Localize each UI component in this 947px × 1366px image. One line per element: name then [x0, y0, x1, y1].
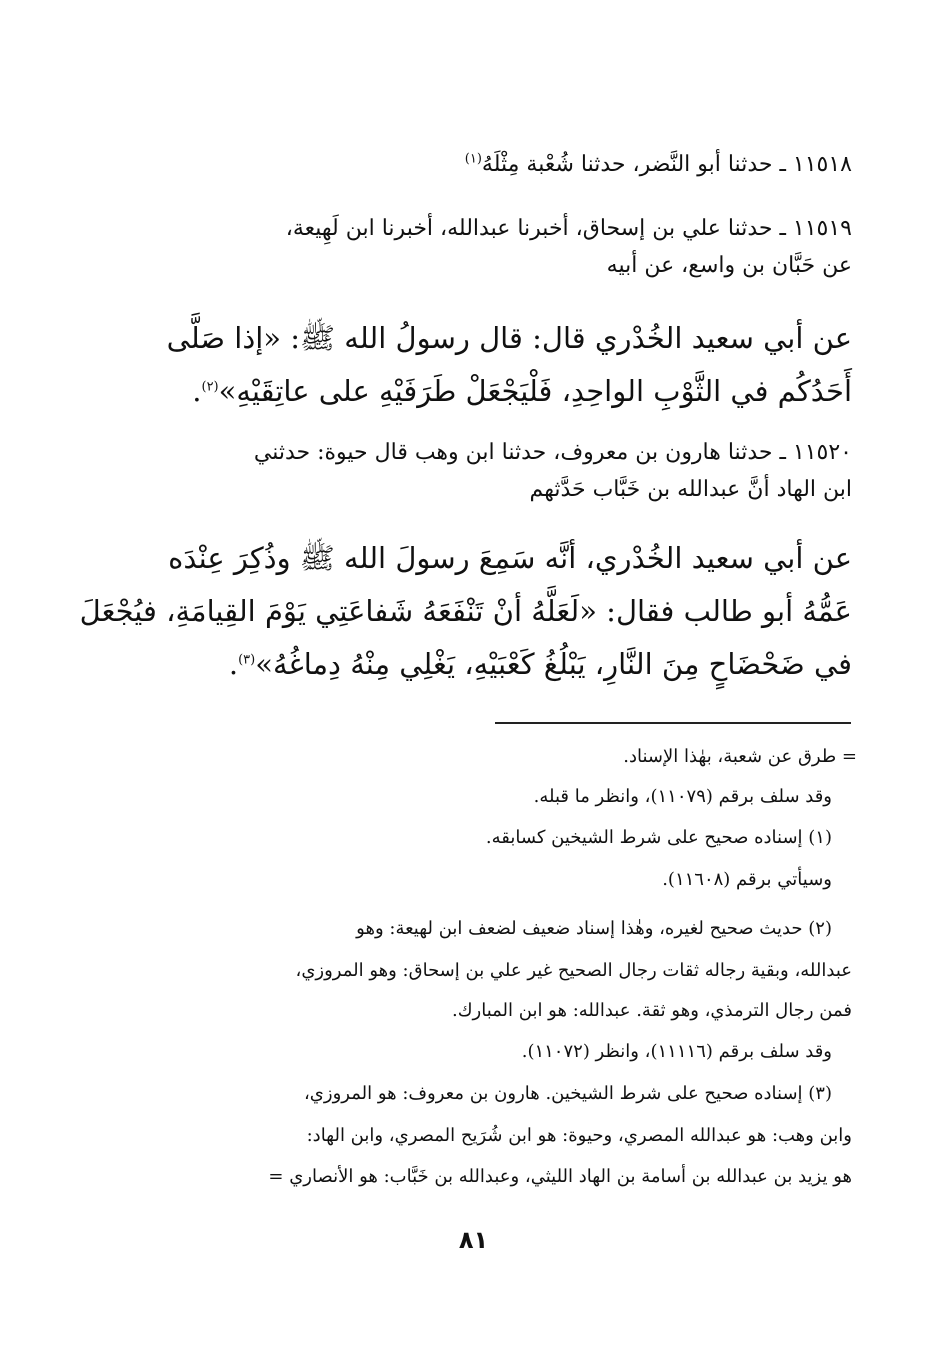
hadith-11519-matn-line-2-wrap: أَحَدُكُم في الثَّوْبِ الواحِدِ، فَلْيَجْعَلْ طَرَفَيْهِ على عاتِقَيْهِ»$^{(٢)}$.: [192, 374, 852, 408]
hadith-11520-sanad-line-2: ابن الهاد أنَّ عبدالله بن خَبَّاب حَدَّثهم: [529, 477, 852, 502]
hadith-11520-matn-line-3: في ضَحْضَاحٍ مِنَ النَّارِ، يَبْلُغُ كَعْبَيْهِ، يَغْلِي مِنْهُ دِماغُهُ»: [255, 647, 852, 681]
hadith-11518-text: ١١٥١٨ ـ حدثنا أبو النَّضر، حدثنا شُعْبة مِثْلَهُ: [481, 152, 852, 177]
footnote-3-line-2: وابن وهب: هو عبدالله المصري، وحيوة: هو ابن شُرَيح المصري، وابن الهاد:: [306, 1125, 852, 1146]
footnote-3-line-1: (٣) إسناده صحيح على شرط الشيخين. هارون بن معروف: هو المروزي،: [303, 1083, 832, 1104]
hadith-11520-sanad: [140, 434, 852, 508]
footnote-continuation-line-1: = طرق عن شعبة، بهٰذا الإسناد.: [623, 746, 857, 767]
hadith-11518-line: [140, 146, 852, 183]
footnote-ref-1: (١): [464, 151, 482, 167]
hadith-11519-sanad-line-1: ١١٥١٩ ـ حدثنا علي بن إسحاق، أخبرنا عبدالله، أخبرنا ابن لَهِيعة،: [285, 216, 852, 241]
hadith-11519-matn: [140, 312, 852, 418]
hadith-11520-matn-line-1: عن أبي سعيد الخُدْري، أنَّه سَمِعَ رسولَ الله ﷺ وذُكِرَ عِنْدَه: [168, 541, 852, 575]
hadith-11520-sanad-line-1: ١١٥٢٠ ـ حدثنا هارون بن معروف، حدثنا ابن وهب قال حيوة: حدثني: [253, 440, 852, 465]
footnote-2-line-1: (٢) حديث صحيح لغيره، وهٰذا إسناد ضعيف لضعف ابن لهيعة: وهو: [356, 918, 832, 939]
hadith-11519-matn-line-1: عن أبي سعيد الخُدْري قال: قال رسولُ الله ﷺ: «إذا صَلَّى: [166, 321, 852, 355]
hadith-11519-sanad: [140, 210, 852, 284]
footnote-2-line-3: فمن رجال الترمذي، وهو ثقة. عبدالله: هو ابن المبارك.: [451, 1000, 852, 1021]
footnote-continuation-line-2: وقد سلف برقم (١١٠٧٩)، وانظر ما قبله.: [533, 786, 832, 807]
footnote-3-line-3: هو يزيد بن عبدالله بن أسامة بن الهاد الليثي، وعبدالله بن خَبَّاب: هو الأنصاري =: [268, 1166, 852, 1187]
footnote-1-line-2: وسيأتي برقم (١١٦٠٨).: [662, 869, 832, 890]
footnote-2-line-4: وقد سلف برقم (١١١١٦)، وانظر (١١٠٧٢).: [521, 1041, 832, 1062]
footnote-divider: [495, 722, 851, 724]
page-number: ٨١: [458, 1226, 489, 1254]
hadith-11520-matn-line-3-wrap: في ضَحْضَاحٍ مِنَ النَّارِ، يَبْلُغُ كَعْبَيْهِ، يَغْلِي مِنْهُ دِماغُهُ»$^{(٣)}$.: [228, 647, 852, 681]
hadith-11519-matn-line-2: أَحَدُكُم في الثَّوْبِ الواحِدِ، فَلْيَجْعَلْ طَرَفَيْهِ على عاتِقَيْهِ»: [218, 374, 852, 408]
hadith-11520-matn-line-2: عَمُّهُ أبو طالب فقال: «لَعَلَّهُ أنْ تَنْفَعَهُ شَفاعَتِي يَوْمَ القِيامَةِ، فيُجْعَلَ: [79, 594, 852, 628]
footnote-ref-2: (٢): [201, 379, 219, 395]
footnote-1-line-1: (١) إسناده صحيح على شرط الشيخين كسابقه.: [485, 827, 832, 848]
footnote-ref-3: (٣): [238, 652, 256, 668]
hadith-11520-matn: [79, 532, 852, 691]
hadith-11518: [140, 146, 852, 183]
footnote-2-line-2: عبدالله، وبقية رجاله ثقات رجال الصحيح غير علي بن إسحاق: وهو المروزي،: [295, 960, 852, 981]
hadith-11519-sanad-line-2: عن حَبَّان بن واسع، عن أبيه: [606, 253, 852, 278]
